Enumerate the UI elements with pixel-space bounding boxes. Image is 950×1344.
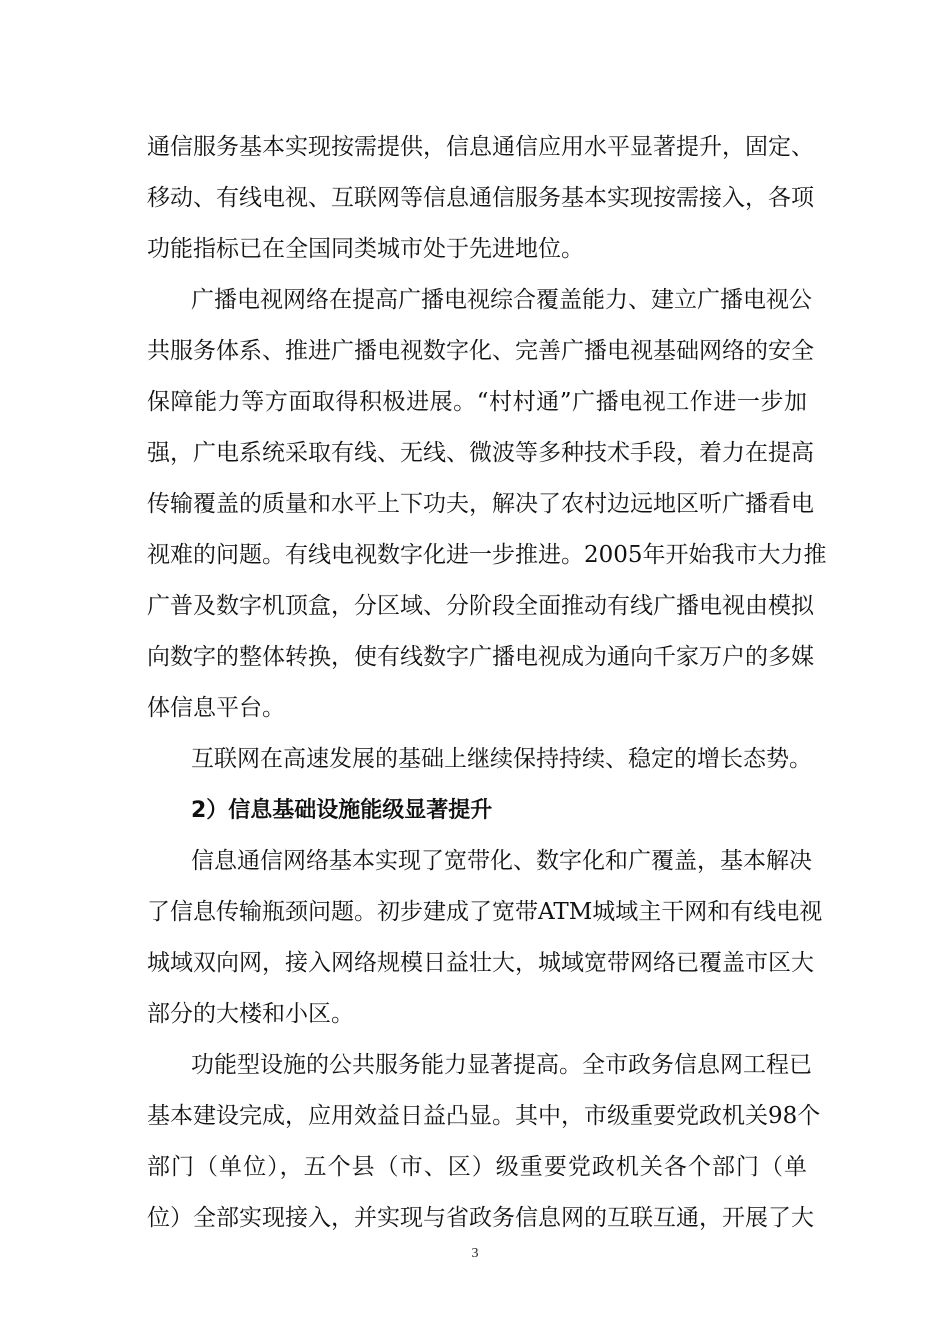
paragraph-5 <box>147 1040 821 1244</box>
text-line: 广普及数字机顶盒，分区域、分阶段全面推动有线广播电视由模拟 <box>147 593 814 619</box>
section-heading <box>147 785 807 836</box>
paragraph-3 <box>147 734 812 785</box>
paragraph-2 <box>147 275 827 734</box>
text-line: 基本建设完成，应用效益日益凸显。其中，市级重要党政机关98个 <box>147 1103 821 1129</box>
text-line: 保障能力等方面取得积极进展。“村村通”广播电视工作进一步加 <box>147 389 807 415</box>
text-line: 信息通信网络基本实现了宽带化、数字化和广覆盖，基本解决 <box>191 848 812 874</box>
heading-text: 2）信息基础设施能级显著提升 <box>191 798 493 823</box>
text-line: 通信服务基本实现按需提供，信息通信应用水平显著提升，固定、 <box>147 134 814 160</box>
text-line: 传输覆盖的质量和水平上下功夫，解决了农村边远地区听广播看电 <box>147 491 814 517</box>
paragraph-4 <box>147 836 823 1040</box>
body-text <box>147 122 827 1244</box>
paragraph-1 <box>147 122 814 275</box>
text-line: 了信息传输瓶颈问题。初步建成了宽带ATM城域主干网和有线电视 <box>147 899 823 925</box>
text-line: 广播电视网络在提高广播电视综合覆盖能力、建立广播电视公 <box>191 287 812 313</box>
text-line: 强，广电系统采取有线、无线、微波等多种技术手段，着力在提高 <box>147 440 814 466</box>
text-line: 体信息平台。 <box>147 695 285 721</box>
text-line: 共服务体系、推进广播电视数字化、完善广播电视基础网络的安全 <box>147 338 814 364</box>
page-number: 3 <box>471 1246 479 1261</box>
text-line: 移动、有线电视、互联网等信息通信服务基本实现按需接入，各项 <box>147 185 814 211</box>
text-line: 位）全部实现接入，并实现与省政务信息网的互联互通，开展了大 <box>147 1205 814 1231</box>
text-line: 功能指标已在全国同类城市处于先进地位。 <box>147 236 584 262</box>
text-line: 视难的问题。有线电视数字化进一步推进。2005年开始我市大力推 <box>147 542 827 568</box>
text-line: 功能型设施的公共服务能力显著提高。全市政务信息网工程已 <box>191 1052 812 1078</box>
text-line: 部分的大楼和小区。 <box>147 1001 354 1027</box>
text-line: 互联网在高速发展的基础上继续保持持续、稳定的增长态势。 <box>191 746 812 772</box>
text-line: 部门（单位），五个县（市、区）级重要党政机关各个部门（单 <box>147 1154 807 1180</box>
text-line: 向数字的整体转换，使有线数字广播电视成为通向千家万户的多媒 <box>147 644 814 670</box>
text-line: 城域双向网，接入网络规模日益壮大，城域宽带网络已覆盖市区大 <box>147 950 814 976</box>
